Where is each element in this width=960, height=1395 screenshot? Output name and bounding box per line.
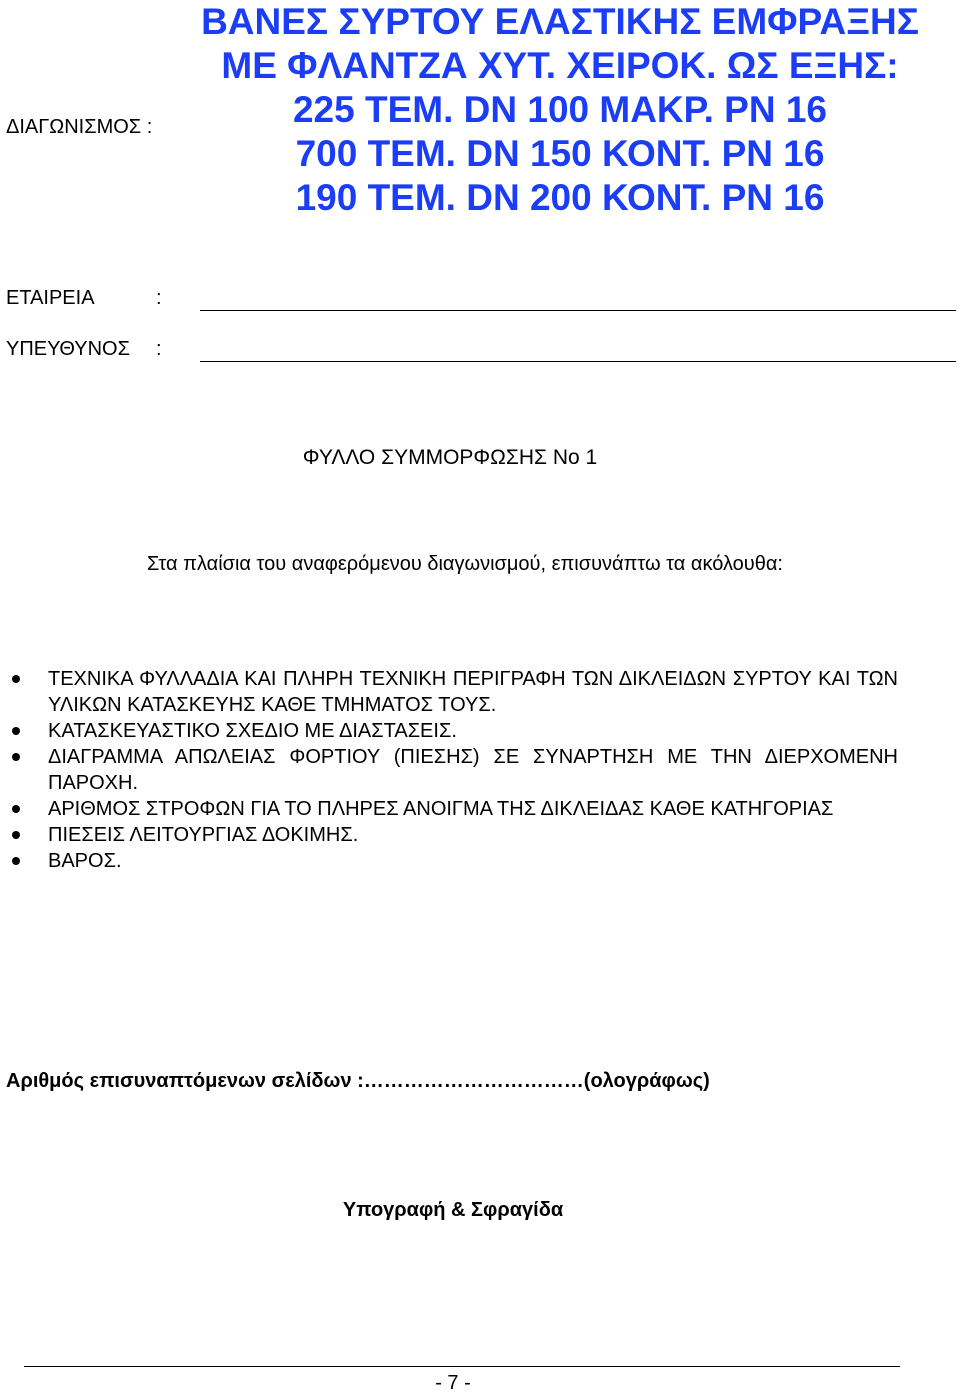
signature-label: Υπογραφή & Σφραγίδα <box>342 1199 564 1221</box>
tender-title-line: ΒΑΝΕΣ ΣΥΡΤΟΥ ΕΛΑΣΤΙΚΗΣ ΕΜΦΡΑΞΗΣ <box>201 1 919 42</box>
bullet-dot-icon <box>12 831 20 839</box>
intro-text: Στα πλαίσια του αναφερόμενου διαγωνισμού, επισυνάπτω τα ακόλουθα: <box>147 553 783 575</box>
company-label: ΕΤΑΙΡΕΙΑ <box>6 287 95 309</box>
bullet-dot-icon <box>12 675 20 683</box>
list-item <box>10 718 898 744</box>
bullet-dot-icon <box>12 857 20 865</box>
list-item-text: ΔΙΑΓΡΑΜΜΑ ΑΠΩΛΕΙΑΣ ΦΟΡΤΙΟΥ (ΠΙΕΣΗΣ) ΣΕ ΣΥΝΑΡΤΗΣΗ ΜΕ ΤΗΝ ΔΙΕΡΧΟΜΕΝΗ ΠΑΡΟΧΗ. <box>48 746 898 794</box>
attached-pages-count: Αριθμός επισυναπτόμενων σελίδων :……………………………(ολογράφως) <box>6 1070 710 1092</box>
company-blank-line <box>200 310 956 311</box>
bullet-dot-icon <box>12 805 20 813</box>
footer-divider <box>24 1366 900 1367</box>
responsible-blank-line <box>200 361 956 362</box>
tender-title-line: 190 ΤΕΜ. DN 200 ΚΟΝΤ. PN 16 <box>295 177 825 218</box>
list-item-text: ΚΑΤΑΣΚΕΥΑΣΤΙΚΟ ΣΧΕΔΙΟ ΜΕ ΔΙΑΣΤΑΣΕΙΣ. <box>48 720 457 742</box>
list-item <box>10 744 898 796</box>
list-item-text: ΤΕΧΝΙΚΑ ΦΥΛΛΑΔΙΑ ΚΑΙ ΠΛΗΡΗ ΤΕΧΝΙΚΗ ΠΕΡΙΓΡΑΦΗ ΤΩΝ ΔΙΚΛΕΙΔΩΝ ΣΥΡΤΟΥ ΚΑΙ ΤΩΝ ΥΛΙΚΩΝ ΚΑΤΑΣΚΕΥΗΣ ΚΑΘΕ ΤΜΗΜΑΤΟΣ ΤΟΥΣ. <box>48 668 898 716</box>
responsible-label: ΥΠΕΥΘΥΝΟΣ <box>6 338 130 360</box>
company-field-row <box>6 287 162 310</box>
list-item <box>10 666 898 718</box>
tender-title-line: 225 ΤΕΜ. DN 100 ΜΑΚΡ. PN 16 <box>292 89 827 130</box>
list-item-text: ΒΑΡΟΣ. <box>48 850 122 872</box>
list-item <box>10 822 898 848</box>
list-item <box>10 848 898 874</box>
responsible-field-row <box>6 338 162 361</box>
list-item-text: ΠΙΕΣΕΙΣ ΛΕΙΤΟΥΡΓΙΑΣ ΔΟΚΙΜΗΣ. <box>48 824 359 846</box>
tender-title-line: ΜΕ ΦΛΑΝΤΖΑ ΧΥΤ. ΧΕΙΡΟΚ. ΩΣ ΕΞΗΣ: <box>221 45 899 86</box>
list-item-text: ΑΡΙΘΜΟΣ ΣΤΡΟΦΩΝ ΓΙΑ ΤΟ ΠΛΗΡΕΣ ΑΝΟΙΓΜΑ ΤΗΣ ΔΙΚΛΕΙΔΑΣ ΚΑΘΕ ΚΑΤΗΓΟΡΙΑΣ <box>48 798 834 820</box>
tender-label: ΔΙΑΓΩΝΙΣΜΟΣ : <box>6 116 153 138</box>
tender-title-line: 700 ΤΕΜ. DN 150 ΚΟΝΤ. PN 16 <box>295 133 825 174</box>
attachments-list <box>10 666 898 874</box>
company-colon: : <box>156 287 162 309</box>
page-number: - 7 - <box>435 1372 471 1394</box>
sheet-title: ΦΥΛΛΟ ΣΥΜΜΟΡΦΩΣΗΣ No 1 <box>302 446 598 469</box>
bullet-dot-icon <box>12 727 20 735</box>
responsible-colon: : <box>156 338 162 360</box>
list-item <box>10 796 898 822</box>
bullet-dot-icon <box>12 753 20 761</box>
tender-title <box>160 0 960 220</box>
